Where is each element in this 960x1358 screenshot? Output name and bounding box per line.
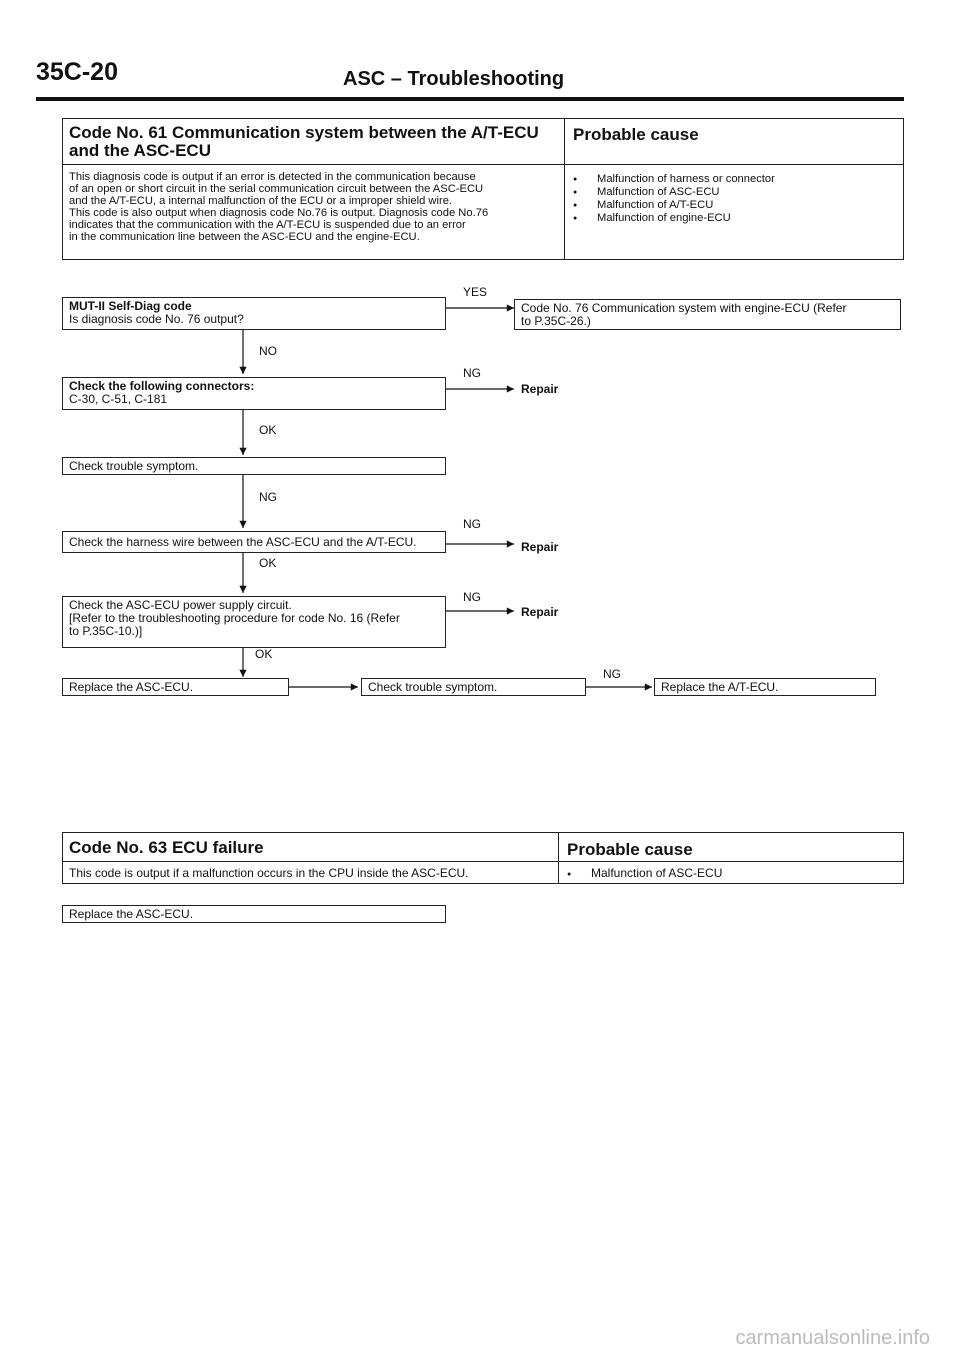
code61-desc-line: This diagnosis code is output if an error is detected in the communication because xyxy=(69,171,476,183)
code61-title-line2: and the ASC-ECU xyxy=(69,141,211,160)
code61-cause-item: ● Malfunction of A/T-ECU xyxy=(573,199,775,212)
code63-action-box xyxy=(62,905,446,923)
code61-desc-line: This code is also output when diagnosis code No.76 is output. Diagnosis code No.76 xyxy=(69,207,489,219)
flow-step-replace-at-ecu xyxy=(654,678,876,696)
repair-label: Repair xyxy=(521,605,559,619)
code63-cause-title: Probable cause xyxy=(567,840,693,859)
step5-line2: [Refer to the troubleshooting procedure for code No. 16 (Refer xyxy=(69,611,400,625)
step2-text: C-30, C-51, C-181 xyxy=(69,392,168,406)
page-number: 35C-20 xyxy=(36,58,118,86)
repair-label: Repair xyxy=(521,540,559,554)
flow-step-check-symptom-final xyxy=(361,678,586,696)
repair-label: Repair xyxy=(521,382,559,396)
ng-label: NG xyxy=(603,667,621,681)
page-title: ASC – Troubleshooting xyxy=(343,68,565,90)
step6-text: Replace the ASC-ECU. xyxy=(69,680,194,694)
ng-label: NG xyxy=(259,490,277,504)
code63-description: This code is output if a malfunction occurs in the CPU inside the ASC-ECU. xyxy=(69,866,469,880)
code61-desc-line: in the communication line between the ASC-ECU and the engine-ECU. xyxy=(69,231,420,243)
step8-text: Replace the A/T-ECU. xyxy=(661,680,779,694)
flow-code76-reference xyxy=(514,299,901,330)
step1-title: MUT-II Self-Diag code xyxy=(69,299,192,313)
flow-step-harness-check xyxy=(62,531,446,553)
code76-line2: to P.35C-26.) xyxy=(521,314,591,328)
step5-line1: Check the ASC-ECU power supply circuit. xyxy=(69,598,292,612)
code61-title-line1: Code No. 61 Communication system between the A/T-ECU xyxy=(69,123,539,142)
step4-text: Check the harness wire between the ASC-ECU and the A/T-ECU. xyxy=(69,535,417,549)
code61-desc-line: and the A/T-ECU, a internal malfunction of the ECU or a improper shield wire. xyxy=(69,195,453,207)
code63-table xyxy=(62,832,904,884)
ok-label: OK xyxy=(255,647,273,661)
flow-step-power-supply xyxy=(62,596,446,648)
ng-label: NG xyxy=(463,590,481,604)
code63-causes xyxy=(567,867,722,881)
code61-cause-title: Probable cause xyxy=(573,125,699,144)
code76-line1: Code No. 76 Communication system with engine-ECU (Refer xyxy=(521,301,847,315)
code61-cause-item: ● Malfunction of ASC-ECU xyxy=(573,186,775,199)
flow-step-mut-check xyxy=(62,297,446,330)
code61-cause-item: ● Malfunction of engine-ECU xyxy=(573,212,775,225)
code61-desc-line: of an open or short circuit in the serial communication circuit between the ASC-ECU xyxy=(69,183,484,195)
code63-title: Code No. 63 ECU failure xyxy=(69,838,264,857)
no-label: NO xyxy=(259,344,277,358)
code61-cause-item: ● Malfunction of harness or connector xyxy=(573,173,775,186)
yes-label: YES xyxy=(463,285,488,299)
ok-label: OK xyxy=(259,556,277,570)
step7-text: Check trouble symptom. xyxy=(368,680,498,694)
watermark: carmanualsonline.info xyxy=(735,1327,930,1349)
step3-text: Check trouble symptom. xyxy=(69,459,199,473)
step1-text: Is diagnosis code No. 76 output? xyxy=(69,312,244,326)
step5-line3: to P.35C-10.)] xyxy=(69,624,143,638)
ok-label: OK xyxy=(259,423,277,437)
ng-label: NG xyxy=(463,517,481,531)
code63-action: Replace the ASC-ECU. xyxy=(69,907,194,921)
step2-title: Check the following connectors: xyxy=(69,379,255,393)
code61-desc-line: indicates that the communication with the A/T-ECU is suspended due to an error xyxy=(69,219,466,231)
flow-step-connectors xyxy=(62,377,446,410)
flow-step-check-symptom xyxy=(62,457,446,475)
code63-cause-item: ● Malfunction of ASC-ECU xyxy=(567,867,722,881)
flow-step-replace-asc-ecu xyxy=(62,678,289,696)
ng-label: NG xyxy=(463,366,481,380)
